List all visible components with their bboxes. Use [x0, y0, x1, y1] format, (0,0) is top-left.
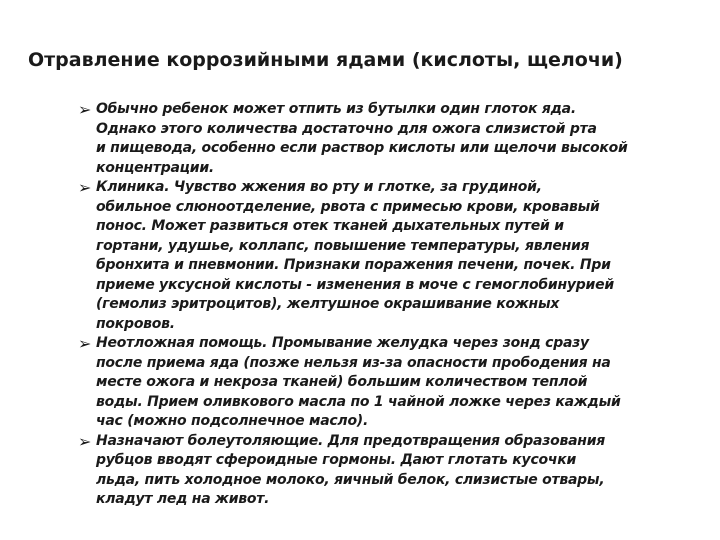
arrow-bullet-icon: ➢ — [78, 334, 92, 353]
bullet-line: покровов. — [96, 315, 175, 332]
slide-title: Отравление коррозийными ядами (кислоты, щелочи) — [28, 49, 623, 71]
bullet-line: месте ожога и некроза тканей) большим количеством теплой — [96, 374, 588, 390]
bullet-line: обильное слюноотделение, рвота с примесью крови, кровавый — [96, 198, 600, 215]
bullet-line: Однако этого количества достаточно для ожога слизистой рта — [96, 120, 597, 137]
bullet-line: гортани, удушье, коллапс, повышение температуры, явления — [96, 237, 590, 254]
arrow-bullet-icon: ➢ — [78, 431, 92, 451]
bullet-line: приеме уксусной кислоты - изменения в моче с гемоглобинурией — [96, 276, 614, 293]
bullet-item — [78, 432, 698, 510]
bullet-line: понос. Может развиться отек тканей дыхательных путей и — [96, 218, 564, 234]
bullet-line: рубцов вводят сфероидные гормоны. Дают глотать кусочки — [96, 452, 577, 468]
bullet-line: после приема яда (позже нельзя из-за опасности прободения на — [96, 354, 611, 371]
bullet-line: кладут лед на живот. — [96, 491, 270, 507]
bullet-line: Назначают болеутоляющие. Для предотвращения образования — [96, 432, 606, 449]
bullet-line: час (можно подсолнечное масло). — [96, 413, 369, 429]
bullet-line: Обычно ребенок может отпить из бутылки один глоток яда. — [96, 101, 576, 117]
bullet-line: и пищевода, особенно если раствор кислоты или щелочи высокой — [96, 140, 628, 156]
bullet-line: бронхита и пневмонии. Признаки поражения печени, почек. При — [96, 257, 611, 273]
bullet-line: (гемолиз эритроцитов), желтушное окрашивание кожных — [96, 296, 560, 312]
bullet-line: льда, пить холодное молоко, яичный белок, слизистые отвары, — [96, 471, 605, 488]
bullet-line: концентрации. — [96, 159, 214, 176]
bullet-item — [78, 100, 698, 178]
bullet-list — [78, 100, 698, 510]
arrow-bullet-icon: ➢ — [78, 178, 92, 197]
bullet-item — [78, 178, 698, 334]
bullet-line: Неотложная помощь. Промывание желудка через зонд сразу — [96, 335, 589, 351]
bullet-line: воды. Прием оливкового масла по 1 чайной ложке через каждый — [96, 393, 621, 410]
arrow-bullet-icon: ➢ — [78, 100, 92, 119]
bullet-item — [78, 334, 698, 432]
bullet-line: Клиника. Чувство жжения во рту и глотке, за грудиной, — [96, 179, 542, 195]
